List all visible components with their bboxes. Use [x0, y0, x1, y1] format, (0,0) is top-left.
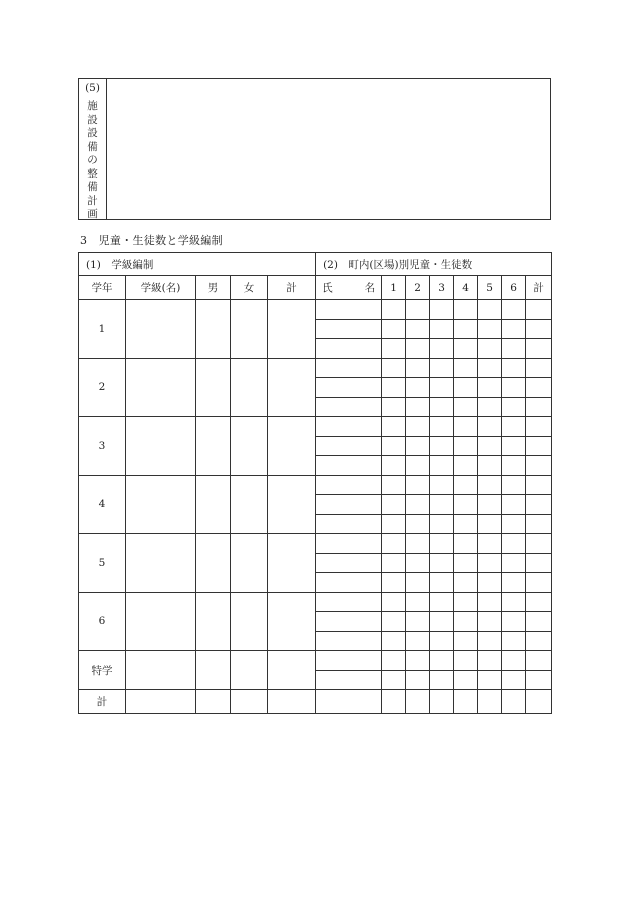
table-cell	[454, 690, 478, 714]
grade-label: 4	[79, 475, 126, 534]
table-cell	[502, 495, 526, 515]
table-cell	[526, 690, 552, 714]
table-cell	[316, 436, 382, 456]
table-cell	[382, 534, 406, 554]
table-cell	[502, 631, 526, 651]
table-cell	[406, 300, 430, 320]
column-header: 女	[231, 276, 268, 300]
table-cell	[126, 417, 196, 476]
table-cell	[268, 690, 316, 714]
table-cell	[478, 475, 502, 495]
table-cell	[454, 592, 478, 612]
table-cell	[316, 378, 382, 398]
table-cell	[316, 690, 382, 714]
class-formation-title: (1) 学級編制	[79, 253, 316, 276]
table-row	[79, 417, 552, 437]
column-header: 3	[430, 276, 454, 300]
table-cell	[502, 397, 526, 417]
table-cell	[406, 553, 430, 573]
table-row	[79, 592, 552, 612]
column-header: 1	[382, 276, 406, 300]
table-cell	[526, 514, 552, 534]
table-cell	[430, 651, 454, 671]
table-row	[79, 475, 552, 495]
table-cell	[231, 475, 268, 534]
table-cell	[478, 631, 502, 651]
table-cell	[382, 553, 406, 573]
table-cell	[478, 300, 502, 320]
table-cell	[526, 436, 552, 456]
column-header: 男	[196, 276, 231, 300]
table-cell	[382, 612, 406, 632]
table-cell	[406, 690, 430, 714]
table-cell	[406, 534, 430, 554]
table-cell	[478, 651, 502, 671]
table-cell	[502, 534, 526, 554]
table-cell	[382, 670, 406, 690]
table-cell	[478, 553, 502, 573]
table-cell	[430, 514, 454, 534]
table-cell	[430, 534, 454, 554]
table-cell	[430, 436, 454, 456]
table-cell	[526, 339, 552, 359]
table-cell	[502, 319, 526, 339]
table-cell	[231, 534, 268, 593]
table-cell	[316, 612, 382, 632]
table-cell	[316, 417, 382, 437]
table-cell	[502, 378, 526, 398]
table-cell	[126, 592, 196, 651]
table-cell	[316, 573, 382, 593]
table-cell	[268, 417, 316, 476]
table-cell	[316, 670, 382, 690]
table-title-row	[79, 253, 552, 276]
table-cell	[526, 417, 552, 437]
table-cell	[502, 339, 526, 359]
table-cell	[268, 300, 316, 359]
table-cell	[478, 514, 502, 534]
table-cell	[316, 339, 382, 359]
table-cell	[478, 670, 502, 690]
table-cell	[316, 495, 382, 515]
table-cell	[406, 456, 430, 476]
table-row	[79, 651, 552, 671]
table-cell	[454, 514, 478, 534]
table-cell	[478, 397, 502, 417]
table-cell	[454, 417, 478, 437]
column-header: 2	[406, 276, 430, 300]
table-cell	[126, 300, 196, 359]
table-cell	[502, 475, 526, 495]
table-cell	[526, 378, 552, 398]
table-cell	[478, 417, 502, 437]
table-cell	[502, 573, 526, 593]
table-cell	[454, 475, 478, 495]
district-count-title: (2) 町内(区場)別児童・生徒数	[316, 253, 552, 276]
table-cell	[526, 358, 552, 378]
table-cell	[430, 670, 454, 690]
table-cell	[478, 592, 502, 612]
table-cell	[382, 690, 406, 714]
table-cell	[231, 417, 268, 476]
table-cell	[502, 417, 526, 437]
table-cell	[382, 651, 406, 671]
total-row	[79, 690, 552, 714]
table-cell	[382, 378, 406, 398]
table-cell	[454, 553, 478, 573]
grade-label: 3	[79, 417, 126, 476]
table-cell	[502, 300, 526, 320]
table-cell	[454, 651, 478, 671]
table-row	[79, 300, 552, 320]
table-cell	[196, 534, 231, 593]
table-cell	[454, 339, 478, 359]
table-cell	[430, 495, 454, 515]
table-cell	[502, 690, 526, 714]
table-cell	[454, 436, 478, 456]
table-cell	[316, 456, 382, 476]
table-cell	[478, 690, 502, 714]
facility-plan-label	[79, 79, 107, 219]
facility-plan-title: 施設設備の整備計画	[87, 100, 98, 220]
table-cell	[526, 553, 552, 573]
table-cell	[526, 651, 552, 671]
table-cell	[196, 300, 231, 359]
table-cell	[430, 592, 454, 612]
table-row	[79, 358, 552, 378]
table-cell	[454, 319, 478, 339]
table-cell	[454, 612, 478, 632]
table-cell	[526, 319, 552, 339]
table-cell	[406, 339, 430, 359]
table-cell	[382, 456, 406, 476]
table-cell	[406, 573, 430, 593]
table-cell	[231, 592, 268, 651]
class-student-table	[78, 252, 552, 714]
table-cell	[406, 592, 430, 612]
table-cell	[478, 436, 502, 456]
name-header-surname: 氏	[322, 282, 333, 294]
table-cell	[430, 573, 454, 593]
table-cell	[406, 651, 430, 671]
table-cell	[454, 300, 478, 320]
table-cell	[526, 670, 552, 690]
table-cell	[430, 690, 454, 714]
table-cell	[526, 631, 552, 651]
table-cell	[526, 495, 552, 515]
column-header: 5	[478, 276, 502, 300]
section-heading: 3 児童・生徒数と学級編制	[80, 234, 223, 247]
table-cell	[478, 612, 502, 632]
table-cell	[406, 358, 430, 378]
table-cell	[382, 300, 406, 320]
column-header: 学年	[79, 276, 126, 300]
table-cell	[454, 495, 478, 515]
table-cell	[406, 631, 430, 651]
table-cell	[478, 573, 502, 593]
table-cell	[406, 378, 430, 398]
table-cell	[406, 495, 430, 515]
table-cell	[430, 378, 454, 398]
table-cell	[454, 670, 478, 690]
table-cell	[382, 514, 406, 534]
table-cell	[406, 319, 430, 339]
table-cell	[478, 534, 502, 554]
table-cell	[382, 592, 406, 612]
table-cell	[430, 397, 454, 417]
table-cell	[454, 456, 478, 476]
column-header: 計	[526, 276, 552, 300]
table-cell	[196, 475, 231, 534]
table-cell	[382, 631, 406, 651]
name-header-given: 名	[364, 282, 376, 294]
table-cell	[526, 300, 552, 320]
table-cell	[316, 592, 382, 612]
table-cell	[430, 475, 454, 495]
table-cell	[316, 358, 382, 378]
table-cell	[502, 553, 526, 573]
table-cell	[382, 417, 406, 437]
table-cell	[478, 378, 502, 398]
table-cell	[526, 475, 552, 495]
table-cell	[406, 612, 430, 632]
table-cell	[454, 534, 478, 554]
table-cell	[502, 436, 526, 456]
table-cell	[502, 670, 526, 690]
table-cell	[196, 690, 231, 714]
table-cell	[502, 456, 526, 476]
table-cell	[268, 358, 316, 417]
table-cell	[231, 358, 268, 417]
table-cell	[406, 514, 430, 534]
table-cell	[406, 436, 430, 456]
table-cell	[454, 358, 478, 378]
grade-label: 特学	[79, 651, 126, 690]
table-cell	[126, 534, 196, 593]
table-cell	[406, 670, 430, 690]
table-cell	[454, 397, 478, 417]
table-cell	[268, 592, 316, 651]
table-cell	[196, 592, 231, 651]
table-cell	[478, 319, 502, 339]
table-cell	[526, 456, 552, 476]
table-cell	[406, 475, 430, 495]
grade-label: 2	[79, 358, 126, 417]
table-cell	[430, 358, 454, 378]
table-cell	[268, 651, 316, 690]
table-cell	[430, 631, 454, 651]
table-cell	[196, 651, 231, 690]
table-cell	[316, 651, 382, 671]
table-cell	[316, 319, 382, 339]
table-cell	[231, 300, 268, 359]
table-cell	[454, 573, 478, 593]
table-cell	[316, 534, 382, 554]
table-cell	[454, 631, 478, 651]
table-cell	[382, 397, 406, 417]
table-cell	[454, 378, 478, 398]
table-cell	[231, 651, 268, 690]
table-cell	[430, 417, 454, 437]
grade-label: 6	[79, 592, 126, 651]
grade-label: 1	[79, 300, 126, 359]
table-cell	[502, 651, 526, 671]
table-cell	[478, 339, 502, 359]
table-cell	[382, 495, 406, 515]
table-cell	[316, 631, 382, 651]
table-cell	[126, 690, 196, 714]
table-cell	[268, 534, 316, 593]
column-header: 計	[268, 276, 316, 300]
table-cell	[382, 358, 406, 378]
facility-plan-box	[78, 78, 551, 220]
table-cell	[382, 436, 406, 456]
table-cell	[126, 651, 196, 690]
table-cell	[316, 475, 382, 495]
column-header: 6	[502, 276, 526, 300]
table-header-row	[79, 276, 552, 300]
table-cell	[430, 339, 454, 359]
table-cell	[430, 300, 454, 320]
table-cell	[502, 592, 526, 612]
table-cell	[268, 475, 316, 534]
table-cell	[316, 553, 382, 573]
table-cell	[126, 358, 196, 417]
table-cell	[382, 475, 406, 495]
table-cell	[316, 514, 382, 534]
table-cell	[526, 612, 552, 632]
table-cell	[316, 397, 382, 417]
table-cell	[478, 358, 502, 378]
column-header: 学級(名)	[126, 276, 196, 300]
table-cell	[526, 573, 552, 593]
table-cell	[430, 612, 454, 632]
section-number: (5)	[85, 82, 100, 94]
table-cell	[502, 358, 526, 378]
table-cell	[430, 553, 454, 573]
table-cell	[430, 319, 454, 339]
table-cell	[406, 397, 430, 417]
table-cell	[526, 534, 552, 554]
table-cell	[196, 417, 231, 476]
table-cell	[526, 397, 552, 417]
table-cell	[382, 319, 406, 339]
table-cell	[502, 514, 526, 534]
table-cell	[478, 495, 502, 515]
table-cell	[382, 573, 406, 593]
table-cell	[382, 339, 406, 359]
table-cell	[196, 358, 231, 417]
table-cell	[526, 592, 552, 612]
total-label: 計	[79, 690, 126, 714]
table-cell	[316, 300, 382, 320]
column-header: 4	[454, 276, 478, 300]
table-cell	[478, 456, 502, 476]
table-row	[79, 534, 552, 554]
table-cell	[231, 690, 268, 714]
grade-label: 5	[79, 534, 126, 593]
table-cell	[126, 475, 196, 534]
name-column-header	[316, 276, 382, 300]
table-cell	[502, 612, 526, 632]
table-cell	[430, 456, 454, 476]
table-cell	[406, 417, 430, 437]
